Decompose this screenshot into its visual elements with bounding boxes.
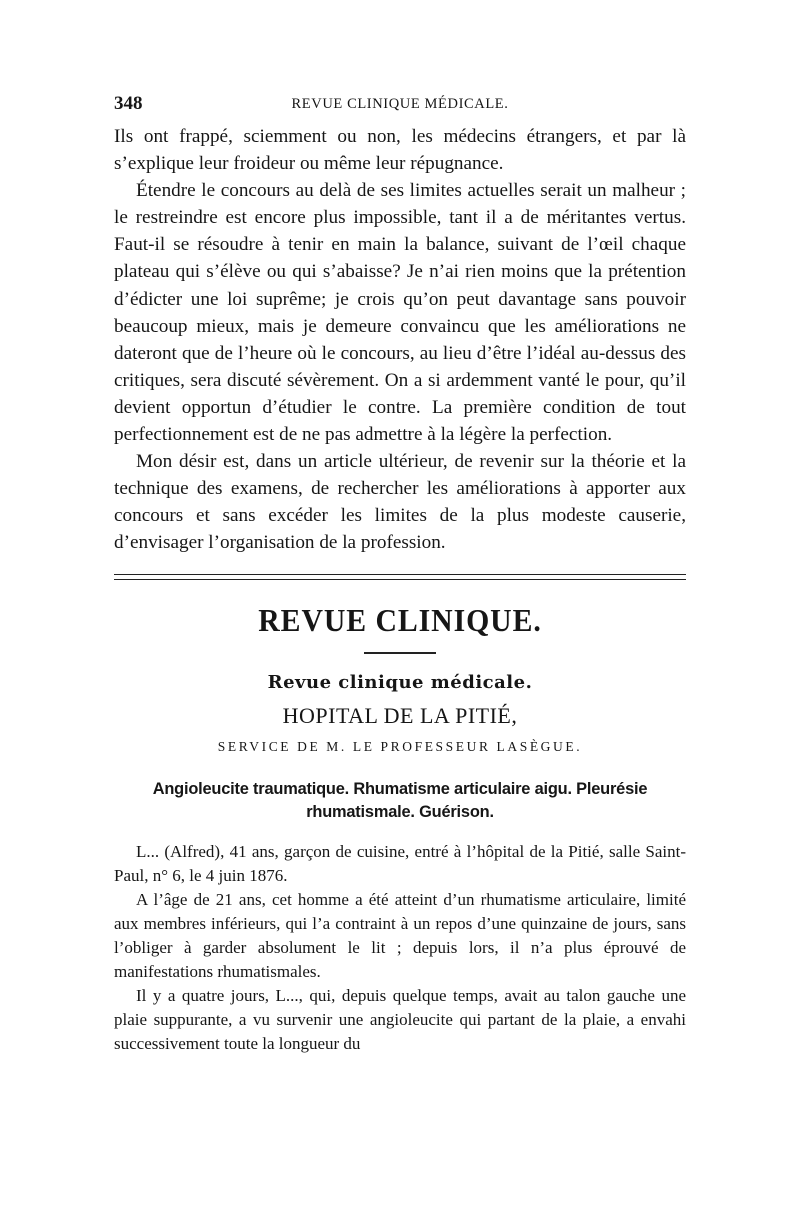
title-rule bbox=[364, 652, 436, 654]
service-line: SERVICE DE M. LE PROFESSEUR LASÈGUE. bbox=[217, 738, 583, 754]
book-page bbox=[114, 93, 686, 1056]
case-report bbox=[114, 840, 686, 1056]
page-number: 348 bbox=[114, 93, 143, 114]
page-header bbox=[114, 93, 686, 121]
case-title: Angioleucite traumatique. Rhumatisme articulaire aigu. Pleurésie rhumatismale. Guérison. bbox=[152, 779, 648, 821]
running-title: REVUE CLINIQUE MÉDICALE. bbox=[291, 96, 509, 112]
paragraph: L... (Alfred), 41 ans, garçon de cuisine, entré à l’hôpital de la Pitié, salle Saint-Paul, n° 6, le 4 juin 1876. bbox=[114, 841, 686, 885]
paragraph: A l’âge de 21 ans, cet homme a été atteint d’un rhumatisme articulaire, limité aux membres inférieurs, qui l’a contraint à un repos d’une quinzaine de jours, sans l’obliger à garder absolument le lit ; depuis lors, il n’a plus éprouvé de manifestations rhumatismales. bbox=[114, 889, 686, 981]
subsection-title: Revue clinique médicale. bbox=[267, 671, 533, 693]
paragraph: Étendre le concours au delà de ses limites actuelles serait un malheur ; le restreindre est encore plus impossible, tant il a de méritantes vertus. Faut-il se résoudre à tenir en main la balance, suivant de l’œil chaque plateau qui s’élève ou qui s’abaisse? Je n’ai rien moins que la prétention d’édicter une loi suprême; je crois qu’on peut davantage sans pouvoir beaucoup mieux, mais je demeure convaincu que les améliorations ne dateront que de l’heure où le concours, au lieu d’être l’idéal au-dessus des critiques, sera discuté sévèrement. On a si ardemment vanté le pour, qu’il devient opportun d’étudier le contre. La première condition de tout perfectionnement est de ne pas admettre à la légère la perfection. bbox=[114, 180, 686, 446]
section-title: REVUE CLINIQUE. bbox=[258, 601, 542, 638]
section-divider bbox=[114, 574, 686, 580]
paragraph: Ils ont frappé, sciemment ou non, les médecins étrangers, et par là s’explique leur froideur ou même leur répugnance. bbox=[114, 126, 686, 175]
paragraph: Il y a quatre jours, L..., qui, depuis quelque temps, avait au talon gauche une plaie suppurante, a vu survenir une angioleucite qui partant de la plaie, a envahi successivement toute la longueur du bbox=[114, 985, 686, 1053]
article-conclusion bbox=[114, 123, 686, 557]
paragraph: Mon désir est, dans un article ultérieur, de revenir sur la théorie et la technique des examens, de rechercher les améliorations à apporter aux concours et sans excéder les limites de la plus modeste causerie, d’envisager l’organisation de la profession. bbox=[114, 451, 686, 554]
hospital-name: HOPITAL DE LA PITIÉ, bbox=[282, 702, 518, 728]
